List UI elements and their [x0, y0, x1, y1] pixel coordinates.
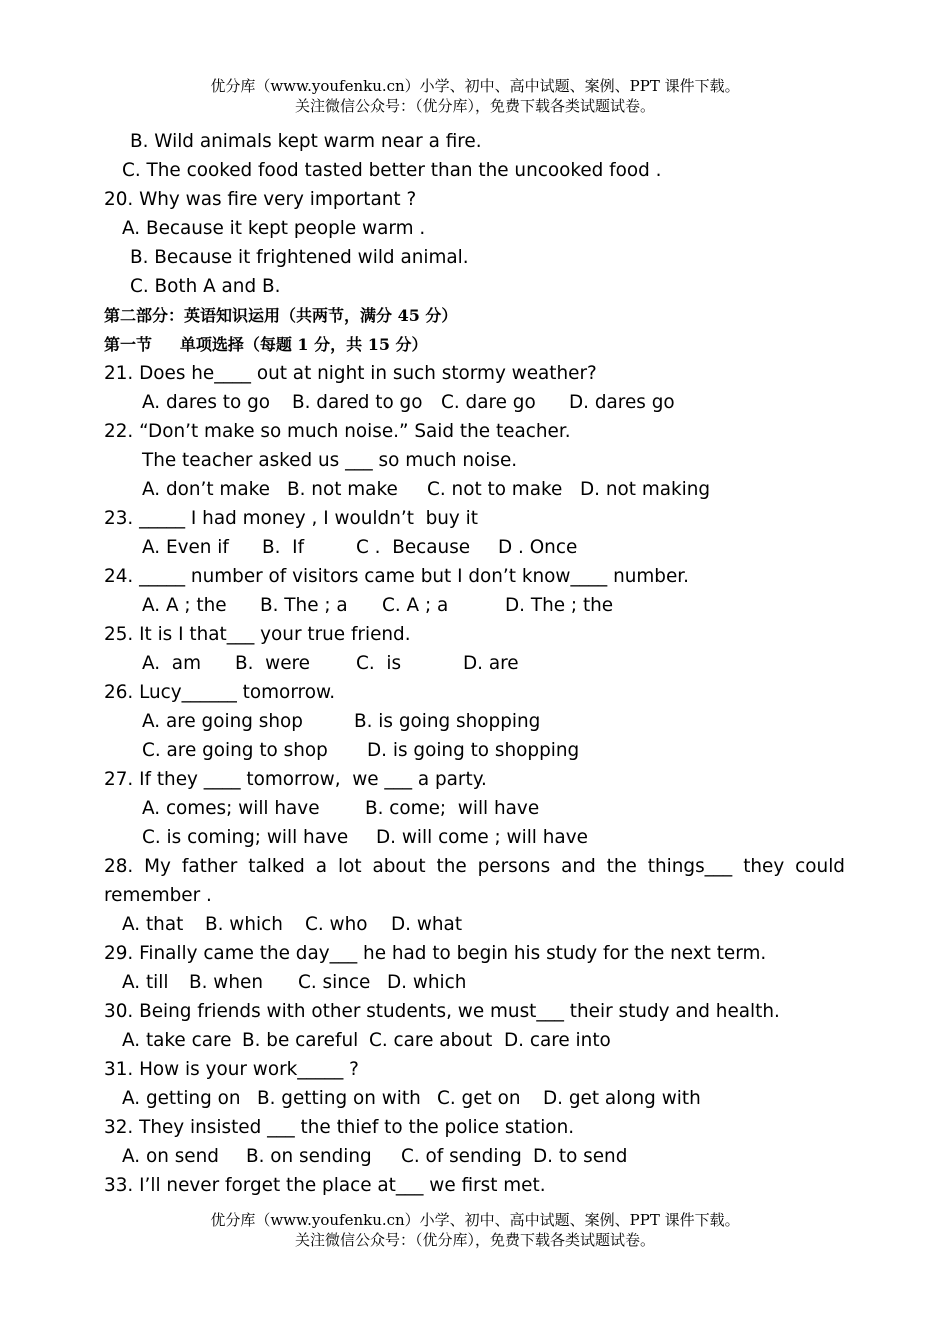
q20-option-c: C. Both A and B.	[130, 276, 281, 297]
option-d: D. care into	[504, 1030, 611, 1051]
question-stem-line-2: remember .	[104, 885, 212, 906]
question-stem: 21. Does he____ out at night in such stormy weather?	[104, 363, 597, 384]
option-a: A. that	[122, 914, 184, 935]
option-c: C. dare go	[441, 392, 536, 413]
option-a: A. Even if	[142, 537, 229, 558]
option-d: D. will come ; will have	[376, 827, 588, 848]
option-a: A. till	[122, 972, 169, 993]
q19-option-b: B. Wild animals kept warm near a fire.	[130, 131, 482, 152]
option-a: A. take care	[122, 1030, 232, 1051]
option-c: C. is coming; will have	[142, 827, 349, 848]
option-b: B. dared to go	[292, 392, 423, 413]
option-a: A. comes; will have	[142, 798, 320, 819]
question-stem: 22. “Don’t make so much noise.” Said the teacher.	[104, 421, 571, 442]
option-c: C. since	[298, 972, 371, 993]
option-b: B. come; will have	[365, 798, 540, 819]
question-stem: 28. My father talked a lot about the persons and the things___ they could	[104, 856, 845, 877]
q20-option-b: B. Because it frightened wild animal.	[130, 247, 469, 268]
footer-line-2: 关注微信公众号：（优分库），免费下载各类试题试卷。	[294, 1231, 655, 1249]
option-c: C. who	[305, 914, 368, 935]
q19-option-c: C. The cooked food tasted better than the uncooked food .	[122, 160, 662, 181]
question-stem-line-2: The teacher asked us ___ so much noise.	[142, 450, 518, 471]
option-a: A. don’t make	[142, 479, 270, 500]
option-d: D. not making	[580, 479, 711, 500]
question-stem: 33. I’ll never forget the place at___ we first met.	[104, 1175, 546, 1196]
question-stem: 31. How is your work_____ ?	[104, 1059, 359, 1080]
option-c: C. A ; a	[382, 595, 449, 616]
option-d: D. get along with	[543, 1088, 701, 1109]
section-1-title: 第一节 单项选择（每题 1 分，共 15 分）	[104, 335, 428, 354]
option-b: B. were	[235, 653, 310, 674]
option-b: B. is going shopping	[354, 711, 541, 732]
question-stem: 26. Lucy______ tomorrow.	[104, 682, 336, 703]
option-b: B. which	[205, 914, 283, 935]
question-stem: 29. Finally came the day___ he had to begin his study for the next term.	[104, 943, 767, 964]
option-b: B. If	[262, 537, 305, 558]
option-b: B. The ; a	[260, 595, 348, 616]
header-line-2: 关注微信公众号：（优分库），免费下载各类试题试卷。	[294, 97, 655, 115]
option-b: B. when	[189, 972, 263, 993]
option-a: A. A ; the	[142, 595, 227, 616]
option-d: D. are	[463, 653, 519, 674]
option-d: D . Once	[498, 537, 578, 558]
option-c: C. is	[356, 653, 402, 674]
part-2-title: 第二部分：英语知识运用（共两节，满分 45 分）	[104, 306, 458, 325]
page-footer	[0, 1210, 950, 1250]
option-d: D. The ; the	[505, 595, 614, 616]
option-b: B. on sending	[246, 1146, 372, 1167]
question-stem: 30. Being friends with other students, we must___ their study and health.	[104, 1001, 780, 1022]
option-c: C. care about	[369, 1030, 493, 1051]
option-d: D. to send	[533, 1146, 628, 1167]
option-c: C. not to make	[427, 479, 563, 500]
option-d: D. dares go	[569, 392, 675, 413]
option-c: C. are going to shop	[142, 740, 328, 761]
option-b: B. be careful	[242, 1030, 359, 1051]
option-c: C. get on	[437, 1088, 521, 1109]
question-stem: 24. _____ number of visitors came but I don’t know____ number.	[104, 566, 689, 587]
option-a: A. dares to go	[142, 392, 271, 413]
q20-option-a: A. Because it kept people warm .	[122, 218, 426, 239]
question-stem: 25. It is I that___ your true friend.	[104, 624, 411, 645]
page-header	[0, 76, 950, 116]
option-c: C. of sending	[401, 1146, 522, 1167]
question-stem: 27. If they ____ tomorrow, we ___ a party.	[104, 769, 487, 790]
option-a: A. am	[142, 653, 201, 674]
option-b: B. getting on with	[257, 1088, 421, 1109]
option-a: A. on send	[122, 1146, 219, 1167]
option-b: B. not make	[287, 479, 398, 500]
option-c: C . Because	[356, 537, 471, 558]
option-a: A. getting on	[122, 1088, 241, 1109]
footer-line-1: 优分库（www.youfenku.cn）小学、初中、高中试题、案例、PPT 课件下载。	[210, 1211, 740, 1229]
question-stem: 20. Why was fire very important ?	[104, 189, 417, 210]
option-a: A. are going shop	[142, 711, 303, 732]
question-stem: 32. They insisted ___ the thief to the police station.	[104, 1117, 575, 1138]
option-d: D. what	[391, 914, 463, 935]
question-stem: 23. _____ I had money , I wouldn’t buy it	[104, 508, 478, 529]
option-d: D. is going to shopping	[367, 740, 580, 761]
header-line-1: 优分库（www.youfenku.cn）小学、初中、高中试题、案例、PPT 课件下载。	[210, 77, 740, 95]
option-d: D. which	[387, 972, 467, 993]
